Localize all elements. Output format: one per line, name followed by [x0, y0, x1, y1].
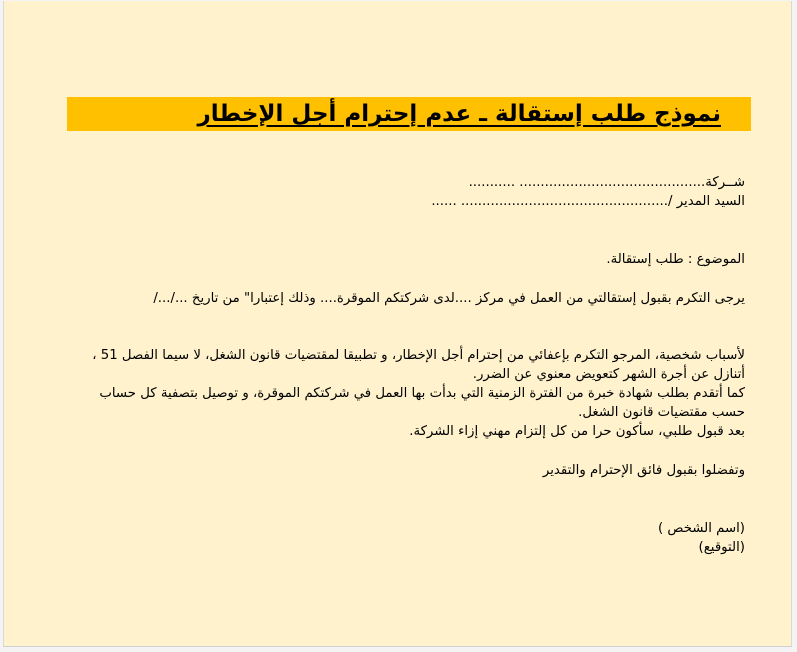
document-title: نموذج طلب إستقالة ـ عدم إحترام أجل الإخطار: [197, 101, 721, 127]
closing-line: وتفضلوا بقبول فائق الإحترام والتقدير: [542, 463, 745, 478]
paragraph-request: يرجى التكرم بقبول إستقالتي من العمل في مركز ....لدى شركتكم الموقرة.... وذلك إعتبارا" من تاريخ .../.../: [153, 291, 745, 306]
paragraph-reasons: لأسباب شخصية، المرجو التكرم بإعفائي من إحترام أجل الإخطار، و تطبيقا لمقتضيات قانون الشغل، لا سيما الفصل 51 ، أتنازل عن أجرة الشهر كتعويض معنوي عن الضرر.: [92, 348, 745, 382]
subject-line: الموضوع : طلب إستقالة.: [606, 252, 745, 267]
signature-placeholder: (التوقيع): [698, 540, 745, 555]
manager-line: السيد المدير /................................................. ......: [431, 194, 745, 209]
paragraph-certificate: كما أتقدم بطلب شهادة خبرة من الفترة الزمنية التي بدأت بها العمل في شركتكم الموقرة، و توصيل بتصفية كل حساب حسب مقتضيات قانون الشغل.: [99, 386, 745, 420]
name-placeholder: (اسم الشخص ): [658, 521, 745, 536]
paragraph-release: بعد قبول طلبي، سأكون حرا من كل إلتزام مهني إزاء الشركة.: [409, 424, 745, 439]
company-line: شــركة............................................ ...........: [468, 175, 745, 190]
